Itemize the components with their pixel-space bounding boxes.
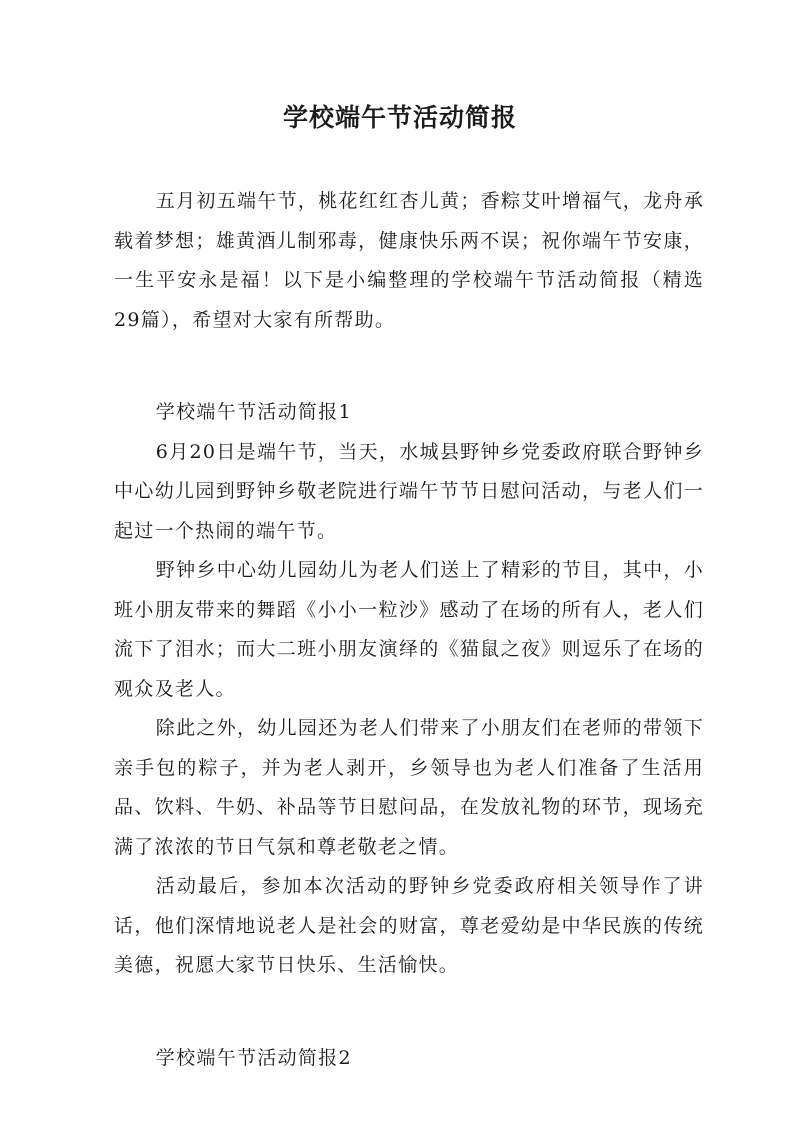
- section-1-paragraph-4: 活动最后，参加本次活动的野钟乡党委政府相关领导作了讲话，他们深情地说老人是社会的财富，尊老爱幼是中华民族的传统美德，祝愿大家节日快乐、生活愉快。: [114, 875, 704, 976]
- section-1-paragraph-1: 6月20日是端午节，当天，水城县野钟乡党委政府联合野钟乡中心幼儿园到野钟乡敬老院进行端午节节日慰问活动，与老人们一起过一个热闹的端午节。: [114, 440, 704, 542]
- intro-paragraph: 五月初五端午节，桃花红红杏儿黄；香粽艾叶增福气，龙舟承载着梦想；雄黄酒儿制邪毒，健康快乐两不误；祝你端午节安康，一生平安永是福！以下是小编整理的学校端午节活动简报（精选29篇），希望对大家有所帮助。: [114, 190, 704, 331]
- section-2: [114, 1039, 704, 1079]
- section-heading-1: 学校端午节活动简报1: [155, 401, 352, 423]
- page-title: 学校端午节活动简报: [282, 103, 517, 132]
- section-1-paragraph-3: 除此之外，幼儿园还为老人们带来了小朋友们在老师的带领下亲手包的粽子，并为老人剥开，乡领导也为老人们准备了生活用品、饮料、牛奶、补品等节日慰问品，在发放礼物的环节，现场充满了浓浓的节日气氛和尊老敬老之情。: [114, 717, 704, 858]
- section-1: [114, 393, 704, 986]
- section-heading-2: 学校端午节活动简报2: [155, 1046, 352, 1069]
- section-1-paragraph-2: 野钟乡中心幼儿园幼儿为老人们送上了精彩的节目，其中，小班小朋友带来的舞蹈《小小一粒沙》感动了在场的所有人，老人们流下了泪水；而大二班小朋友演绎的《猫鼠之夜》则逗乐了在场的观众及老人。: [114, 559, 704, 700]
- document-body: [114, 182, 704, 1078]
- section-gap: [114, 986, 704, 1039]
